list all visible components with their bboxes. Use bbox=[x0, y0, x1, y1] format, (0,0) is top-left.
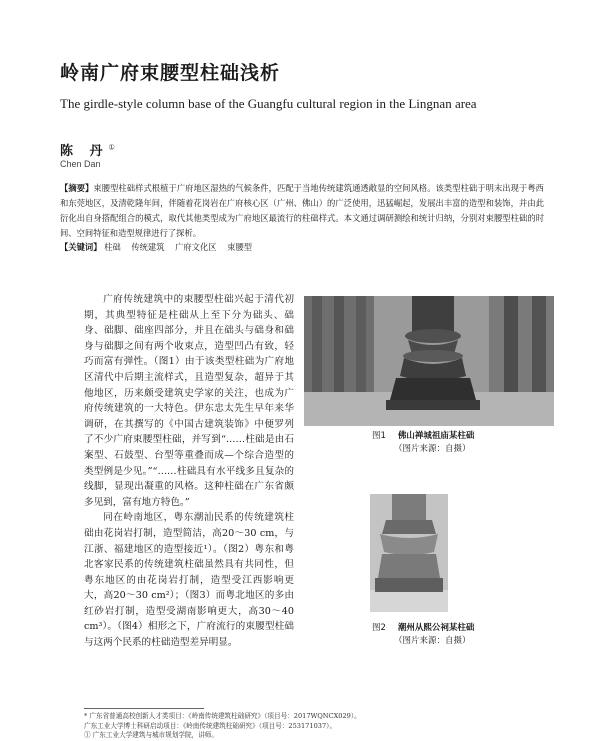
figure-1-number: 图1 bbox=[372, 431, 386, 441]
column-base-photo-2 bbox=[370, 494, 448, 612]
abstract-label: 【摘要】 bbox=[60, 183, 94, 193]
figure-1-title: 佛山禅城祖庙某柱础 bbox=[397, 431, 475, 441]
figure-1-source: （图片来源：自摄） bbox=[394, 444, 471, 454]
author-note-mark: ① bbox=[108, 143, 115, 152]
paper-title-cn: 岭南广府束腰型柱础浅析 bbox=[60, 62, 281, 84]
figure-2-source: （图片来源：自摄） bbox=[394, 636, 471, 646]
keywords bbox=[60, 240, 544, 255]
figure-2-caption bbox=[372, 622, 562, 648]
figure-2-photo bbox=[370, 494, 448, 612]
body-paragraph: 同在岭南地区，粤东潮汕民系的传统建筑柱础由花岗岩打制，造型简洁，高20～30 cm，与江浙、福建地区的造型接近¹）。（图2）粤东和粤北客家民系的传统建筑柱础虽然具有共同性，但粤东地区的由花岗岩打制，造型受江西影响更大，高20～30 cm²）；（图3）而粤北地区的多由红砂岩打制，造型受湖南影响更大，高30～40 cm³）。（图4）相形之下，广府流行的束腰型柱础与这两个民系的柱础造型差异明显。 bbox=[84, 512, 294, 649]
keyword: 柱础 bbox=[104, 242, 121, 252]
keyword: 束腰型 bbox=[227, 242, 253, 252]
keyword: 广府文化区 bbox=[175, 242, 217, 252]
figure-1-caption bbox=[372, 430, 562, 456]
paper-title-en: The girdle-style column base of the Guangfu cultural region in the Lingnan area bbox=[60, 96, 477, 111]
keyword: 传统建筑 bbox=[131, 242, 165, 252]
footnote: 广东工业大学博士科研启动项目：《岭南传统建筑柱础研究》（项目号：253171037）。 bbox=[84, 721, 337, 730]
footnote-divider bbox=[84, 708, 204, 709]
author-name-en: Chen Dan bbox=[60, 159, 101, 169]
abstract-text: 束腰型柱础样式根植于广府地区湿热的气候条件，匹配于当地传统建筑通透敞显的空间风格。该类型柱础于明末出现于粤西和东莞地区，及清乾隆年间，伴随着花岗岩在广府核心区（广州、佛山）的广泛使用，迅猛崛起，发展出丰富的造型和装饰，并由此衍化出自身搭配组合的模式，取代其他类型成为广府地区最流行的柱础样式。本文通过调研测绘和统计归纳，分别对束腰型柱础的时间、空间特征和造型规律进行了探析。 bbox=[60, 183, 544, 238]
column-base-photo-1 bbox=[304, 296, 554, 426]
body-paragraph: 广府传统建筑中的束腰型柱础兴起于清代初期，其典型特征是柱础从上至下分为础头、础身、础脚、础座四部分，并且在础头与础身和础身与础脚之间有两个收束点，造型凹凸有致，轻巧而富有弹性。（图1）由于该类型柱础为广府地区清代中后期主流样式，且造型复杂，超异于其他地区，历来颇受建筑史学家的关注，也成为广府传统建筑的一大特色。伊东忠太先生早年来华调研，在其撰写的《中国古建筑装饰》中便罗列了不少广府束腰型柱础，并写到“……柱础是由石案型、石鼓型、台型等重叠而成—个综合造型的类型例是少见。”“……柱础具有水平线多且复杂的线脚，显现出凝重的风格。这种柱础在广东省颇多见到，富有地方特色。” bbox=[84, 294, 294, 508]
body-text bbox=[84, 292, 294, 651]
footnote: * 广东省普通高校创新人才类项目：《岭南传统建筑柱础研究》（项目号：2017WQNCX029）。 bbox=[84, 712, 361, 720]
author-name-text: 陈 丹 bbox=[60, 144, 109, 159]
footnote: ① 广东工业大学建筑与城市规划学院，讲师。 bbox=[84, 731, 218, 739]
author-name bbox=[60, 140, 115, 159]
figure-2-title: 潮州从熙公祠某柱础 bbox=[397, 623, 475, 633]
figure-2-number: 图2 bbox=[372, 623, 386, 633]
abstract bbox=[60, 181, 544, 241]
footnotes bbox=[84, 712, 554, 741]
keywords-label: 【关键词】 bbox=[60, 242, 102, 252]
figure-1-photo bbox=[304, 296, 554, 426]
